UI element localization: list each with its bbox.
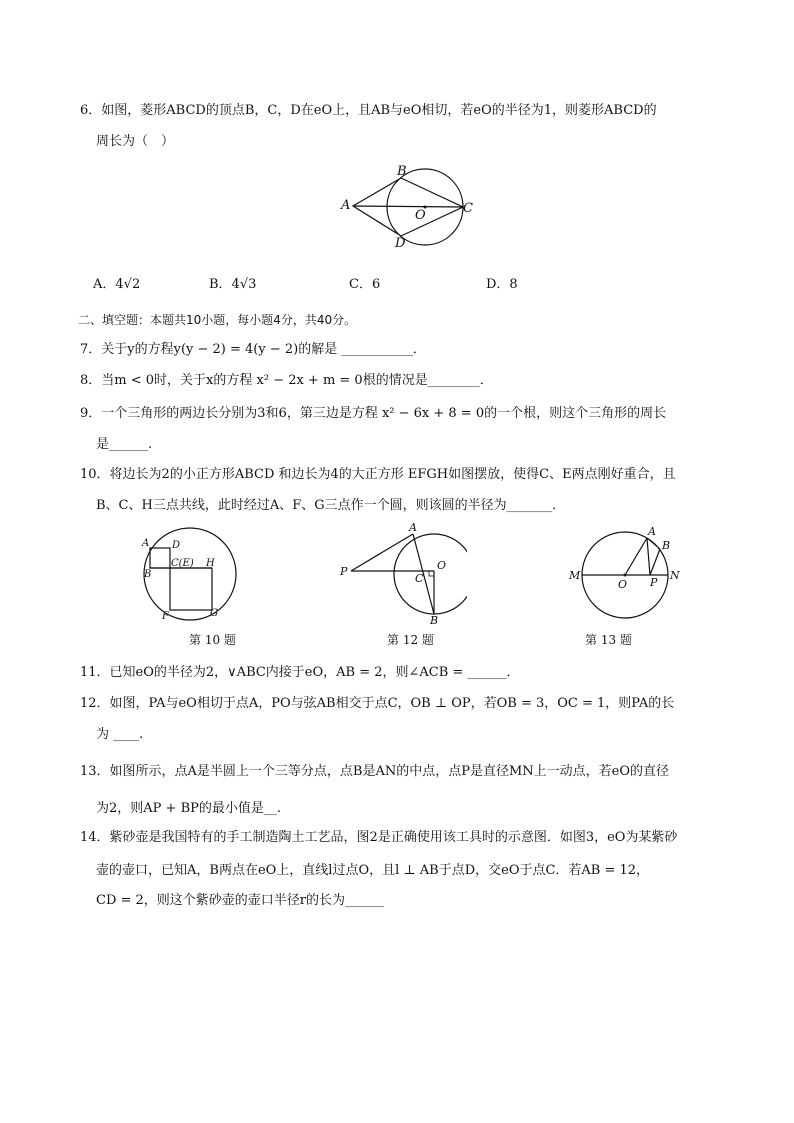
fig13-caption: 第 13 题 (585, 633, 632, 647)
section-2-heading: 二、填空题：本题共10小题，每小题4分，共40分。 (78, 313, 357, 327)
q10-line1: 10．将边长为2的小正方形ABCD 和边长为4的大正方形 EFGH如图摆放，使得C、E两点刚好重合，且 (80, 467, 676, 482)
fig12-label-p: P (340, 565, 348, 578)
fig13-line-ap (647, 538, 650, 575)
q6-diagonal (353, 206, 463, 207)
fig12-label-b: B (430, 614, 439, 625)
fig12-caption: 第 12 题 (387, 633, 434, 647)
q8-text: 8．当m < 0时，关于x的方程 x² − 2x + m = 0根的情况是________． (80, 373, 493, 388)
fig10-label-h: H (206, 558, 215, 569)
fig13 (566, 522, 686, 622)
q12-line2: 为 ____. (96, 727, 144, 742)
q7-text: 7．关于y的方程y(y − 2) = 4(y − 2)的解是 ___________． (80, 342, 426, 357)
q6-line1: 6．如图，菱形ABCD的顶点B，C，D在eO上，且AB与eO相切，若eO的半径为1，则菱形ABCD的 (80, 103, 657, 118)
fig13-label-o: O (618, 578, 628, 591)
q6-option-b: B．4√3 (209, 277, 257, 292)
fig12-right-angle (429, 571, 434, 576)
fig10 (138, 522, 248, 622)
fig10-label-b: B (144, 569, 152, 580)
fig10-label-f: F (162, 611, 169, 622)
q6-label-d: D (395, 236, 406, 251)
fig13-center-dot (624, 574, 627, 577)
q6-line2: 周长为（ ） (96, 134, 175, 149)
q6-option-a: A．4√2 (93, 277, 141, 292)
fig10-small-square (150, 548, 170, 568)
q6-figure (335, 164, 485, 254)
fig12-tangent-pa (351, 534, 413, 571)
fig10-label-d: D (172, 540, 181, 551)
fig13-line-bp (650, 549, 660, 575)
q6-option-c: C．6 (349, 277, 381, 292)
q6-label-b: B (397, 164, 407, 179)
fig12-label-c: C (415, 572, 424, 585)
fig10-label-ce: C(E) (171, 558, 194, 569)
q10-line2: B、C、H三点共线，此时经过A、F、G三点作一个圆，则该圆的半径为_______． (96, 498, 566, 513)
q6-label-a: A (341, 198, 351, 213)
fig13-label-n: N (670, 569, 680, 582)
fig12-label-o: O (437, 559, 447, 572)
q11-text: 11．已知eO的半径为2，∨ABC内接于eO，AB = 2，则∠ACB = ______． (80, 665, 520, 680)
fig13-label-p: P (650, 576, 658, 589)
fig10-label-a: A (142, 538, 150, 549)
q14-line3: CD = 2，则这个紫砂壶的壶口半径r的长为______ (96, 893, 385, 908)
q13-line1: 13．如图所示，点A是半圆上一个三等分点，点B是AN的中点，点P是直径MN上一动点，若eO的直径 (80, 764, 670, 779)
q14-line2: 壶的壶口，已知A，B两点在eO上，直线l过点O，且l ⊥ AB于点D，交eO于点C．若AB = 12， (96, 863, 650, 878)
fig13-label-b: B (662, 539, 671, 552)
fig13-label-a: A (648, 525, 656, 538)
fig12 (337, 520, 467, 625)
q12-line1: 12．如图，PA与eO相切于点A，PO与弦AB相交于点C，OB ⊥ OP，若OB = 3，OC = 1，则PA的长 (80, 696, 675, 711)
q6-label-c: C (463, 201, 473, 216)
q9-line1: 9．一个三角形的两边长分别为3和6，第三边是方程 x² − 6x + 8 = 0的一个根，则这个三角形的周长 (80, 406, 667, 421)
fig13-label-m: M (569, 569, 581, 582)
fig12-label-a: A (409, 521, 417, 534)
fig10-caption: 第 10 题 (189, 633, 236, 647)
fig13-radius-oa (625, 538, 647, 575)
fig10-label-g: G (210, 608, 218, 619)
q14-line1: 14．紫砂壶是我国特有的手工制造陶土工艺品，图2是正确使用该工具时的示意图．如图3，eO为某紫砂 (80, 830, 678, 845)
fig10-large-square (170, 568, 212, 610)
fig13-line-ab (647, 538, 660, 549)
fig10-circle (144, 528, 236, 620)
q6-option-d: D．8 (486, 277, 518, 292)
q9-line2: 是______. (96, 437, 153, 452)
q13-line2: 为2，则AP + BP的最小值是__. (96, 801, 281, 816)
q6-label-o: O (415, 208, 426, 223)
